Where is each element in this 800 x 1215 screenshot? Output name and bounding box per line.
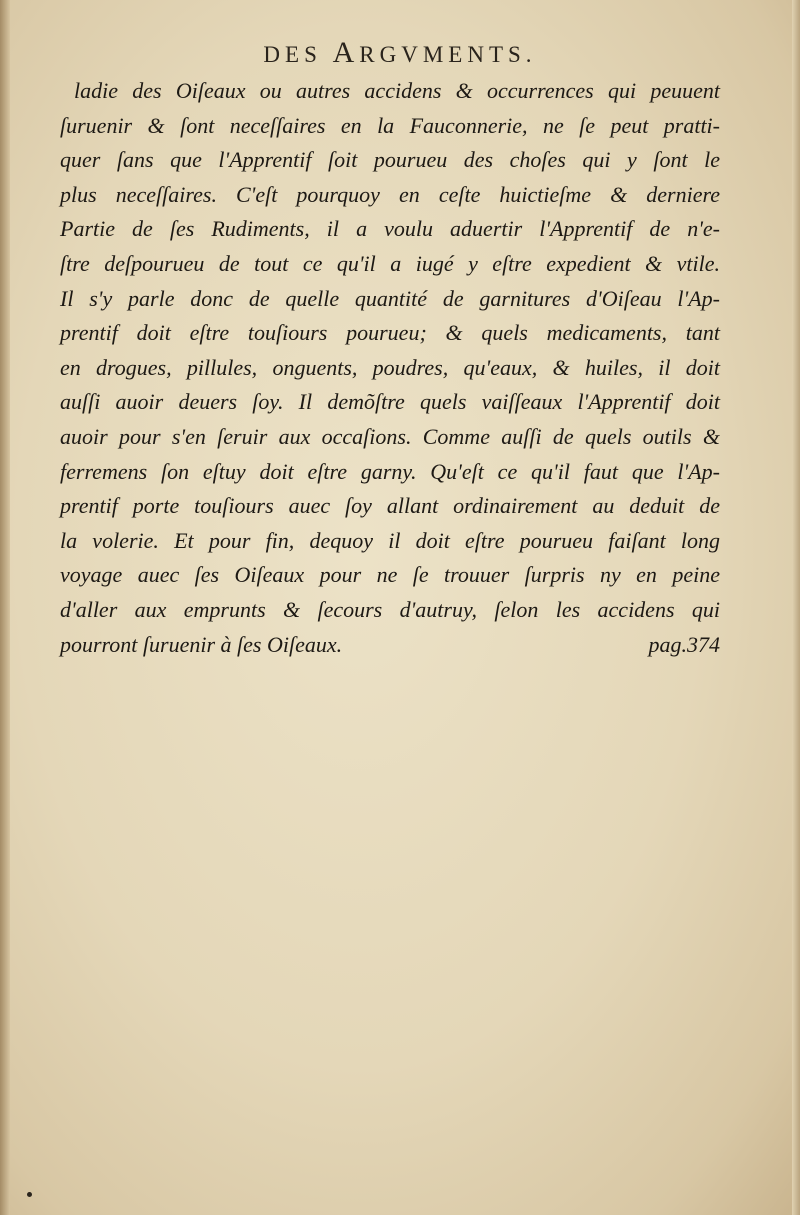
text-line: en drogues, pillules, onguents, poudres, qu'eaux, & huiles, il doit [60, 354, 720, 380]
text-line: d'aller aux emprunts & ſecours d'autruy, ſelon les accidens qui [60, 596, 720, 622]
text-line-final: pourront ſuruenir à ſes Oiſeaux. [60, 631, 343, 657]
text-line: voyage auec ſes Oiſeaux pour ne ſe trouuer ſurpris ny en peine [60, 562, 720, 588]
argument-text [60, 74, 720, 662]
page-edge-shadow [792, 0, 800, 1215]
text-line: ſtre deſpourueu de tout ce qu'il a iugé y eſtre expedient & vtile. [60, 250, 720, 276]
page-reference: pag.374 [648, 631, 720, 657]
ink-speck [27, 1192, 32, 1197]
running-head-rest: RGVMENTS. [359, 42, 537, 67]
text-line: auſſi auoir deuers ſoy. Il demõſtre quels vaiſſeaux l'Apprentif doit [60, 389, 720, 415]
page-gutter-shadow [0, 0, 10, 1215]
reverse-page-show-through [95, 660, 735, 792]
running-head-prefix: DES [263, 42, 322, 67]
text-line: auoir pour s'en ſeruir aux occaſions. Comme auſſi de quels outils & [60, 423, 720, 449]
text-line: plus neceſſaires. C'eſt pourquoy en ceſte huictieſme & derniere [60, 181, 720, 207]
text-line: Partie de ſes Rudiments, il a voulu aduertir l'Apprentif de n'e- [60, 216, 720, 242]
running-head [0, 36, 800, 70]
text-line: Il s'y parle donc de quelle quantité de garnitures d'Oiſeau l'Ap- [60, 285, 720, 311]
text-line: quer ſans que l'Apprentif ſoit pourueu des choſes qui y ſont le [60, 147, 720, 173]
text-line: ſuruenir & ſont neceſſaires en la Fauconnerie, ne ſe peut pratti- [60, 112, 720, 138]
text-line: ferremens ſon eſtuy doit eſtre garny. Qu'eſt ce qu'il faut que l'Ap- [60, 458, 720, 484]
text-line: ladie des Oiſeaux ou autres accidens & occurrences qui peuuent [74, 78, 720, 103]
text-line-last [60, 628, 720, 663]
text-line: prentif porte touſiours auec ſoy allant ordinairement au deduit de [60, 493, 720, 519]
text-line: la volerie. Et pour fin, dequoy il doit eſtre pourueu faiſant long [60, 527, 720, 553]
running-head-cap: A [332, 36, 360, 69]
text-line: prentif doit eſtre touſiours pourueu; & quels medicaments, tant [60, 320, 720, 346]
